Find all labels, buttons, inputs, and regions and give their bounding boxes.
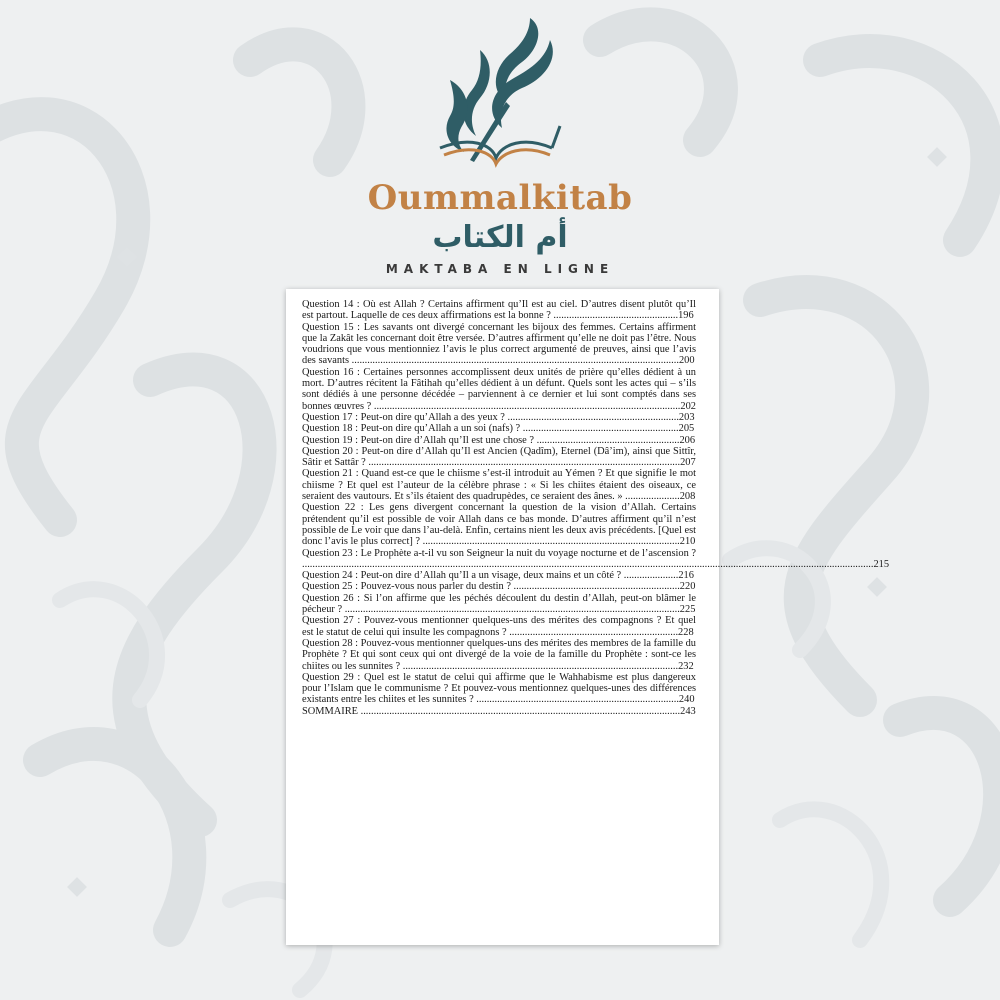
- toc-entry: [302, 299, 696, 322]
- toc-entry-text: Question 14 : Où est Allah ? Certains affirment qu’Il est au ciel. D’autres disent plutôt qu’Il est partout. Laquelle de ces deux affirmations est la bonne ?: [302, 299, 696, 322]
- toc-entry: [302, 322, 696, 367]
- toc-entry-text: Question 21 : Quand est-ce que le chiisme s’est-il introduit au Yémen ? Et que signifie le mot chiisme ? Et quel est l’auteur de la célèbre phrase : « Si les chiites étaient des oiseaux, ce seraient des vautours. Et s’ils étaient des quadrupèdes, ce seraient des ânes. »: [302, 468, 696, 503]
- dot-leader: ................................................................: [510, 581, 680, 593]
- toc-page-number: 196: [678, 310, 694, 322]
- toc-entry: [302, 570, 696, 581]
- toc-entry: [302, 412, 696, 423]
- brand-arabic-name: أم الكتاب: [432, 220, 568, 255]
- dot-leader: .......................................................: [534, 434, 680, 446]
- toc-page-number: 243: [680, 705, 696, 717]
- dot-leader: ...................................................................................................: [420, 536, 680, 548]
- toc-entry-text: Question 16 : Certaines personnes accomplissent deux unités de prière qu’elles dédient à un mort. D’autres récitent la Fâtihah qu’elles dédient à un défunt. Quels sont les actes qui – s’ils sont dédiés à une personne décédée – parviennent à ce dernier et lui sont comptés dans ses bonnes œuvres ?: [302, 366, 696, 412]
- dot-leader: ..............................................................................................................................: [349, 355, 679, 367]
- dot-leader: ...........................................................................................................................: [358, 705, 681, 717]
- brand-header: [0, 0, 1000, 290]
- toc-entry-text: Question 29 : Quel est le statut de celui qui affirme que le Wahhabisme est plus dangereux pour l’Islam que le communisme ? Et pouvez-vous mentionnez quelques-unes des différences existants entre les chiites et les sunnites ?: [302, 671, 696, 706]
- toc-entry-text: Question 27 : Pouvez-vous mentionner quelques-uns des mérites des compagnons ? Et quel est le statut de celui qui insulte les compagnons ?: [302, 615, 696, 638]
- toc-entry: [302, 593, 696, 616]
- toc-entry-text: Question 24 : Peut-on dire d’Allah qu’Il a un visage, deux mains et un côté ?: [302, 570, 622, 582]
- toc-entry: [302, 615, 696, 638]
- dot-leader: ............................................................: [520, 423, 679, 435]
- brand-name: Oummalkitab: [367, 178, 633, 218]
- toc-entry: [302, 435, 696, 446]
- toc-entry-text: Question 23 : Le Prophète a-t-il vu son Seigneur la nuit du voyage nocturne et de l’ascension ?: [302, 547, 696, 559]
- toc-page-number: 225: [679, 604, 696, 616]
- book-page: [286, 289, 890, 945]
- dot-leader: ......................................................................................................................: [371, 400, 681, 412]
- toc-page-number: 216: [678, 570, 694, 582]
- toc-entry-text: Question 20 : Peut-on dire d’Allah qu’Il est Ancien (Qadîm), Eternel (Dâ’im), ainsi que Sittîr, Sâtir et Sattâr ?: [302, 445, 696, 469]
- toc-page-number: 228: [678, 626, 694, 638]
- toc-entry-text: Question 26 : Si l’on affirme que les péchés découlent du destin d’Allah, peut-on blâmer le pécheur ?: [302, 592, 696, 616]
- toc-page-number: 203: [678, 411, 695, 423]
- dot-leader: ............................................................................................................................................................................................................................: [302, 558, 874, 570]
- brand-tagline: MAKTABA EN LIGNE: [385, 262, 615, 276]
- toc-entry: [302, 502, 696, 547]
- toc-entry: [302, 468, 696, 502]
- toc-page-number: 202: [680, 400, 696, 412]
- toc-entry-text: Question 17 : Peut-on dire qu’Allah a des yeux ?: [302, 411, 505, 423]
- toc-entry: [302, 638, 696, 672]
- toc-page-number: 220: [679, 581, 696, 593]
- toc-entry-text: Question 18 : Peut-on dire qu’Allah a un soi (nafs) ?: [302, 423, 521, 435]
- toc-entry-text: Question 15 : Les savants ont divergé concernant les bijoux des femmes. Certains affirment que la Zakât les concernant doit être versée. D’autres affirment qu’elle ne doit pas l’être. Nous voudrions que vous mentionniez l’avis le plus correct argumenté de preuves, ainsi que l’avis des savants: [302, 321, 696, 367]
- toc-page-number: 240: [678, 694, 695, 706]
- quill-book-logo: [410, 10, 580, 175]
- dot-leader: ........................................................................................................................: [365, 457, 681, 469]
- toc-entry-text: Question 19 : Peut-on dire d’Allah qu’Il est une chose ?: [302, 434, 535, 446]
- toc-entry: [302, 446, 696, 469]
- toc-entry: [302, 547, 890, 571]
- toc-page-number: 200: [678, 355, 695, 367]
- toc-page-number: 208: [679, 491, 696, 503]
- dot-leader: ..................................................................: [504, 411, 679, 423]
- dot-leader: ................................................: [550, 310, 679, 322]
- dot-leader: .................................................................: [506, 626, 679, 638]
- dot-leader: ..........................................................................................................: [400, 660, 679, 672]
- toc-page-number: 207: [680, 457, 696, 469]
- dot-leader: .....................: [621, 570, 679, 582]
- toc-entry-text: Question 22 : Les gens divergent concernant la question de la vision d’Allah. Certains prétendent qu’il est possible de voir Allah dans ce bas monde. D’autres affirment qu’il n’est possible de Le voir que dans l’au-delà. Enfin, certains nient les deux avis précédents. [Quel est donc l’avis le plus correct] ?: [302, 502, 696, 548]
- table-of-contents: [302, 299, 890, 717]
- toc-page-number: 232: [678, 660, 694, 672]
- toc-page-number: 206: [679, 434, 696, 446]
- toc-page-number: 205: [678, 423, 695, 435]
- toc-entry: [302, 672, 696, 706]
- dot-leader: .....................: [622, 491, 680, 503]
- toc-entry-text: SOMMAIRE: [302, 705, 359, 717]
- toc-entry-text: Question 28 : Pouvez-vous mentionner quelques-uns des mérites des membres de la famille du Prophète ? Et qui sont ceux qui ont divergé de la voie de la famille du Prophète : sont-ce les chiites ou les sunnites ?: [302, 637, 696, 672]
- toc-entry: [302, 367, 696, 412]
- toc-entry: [302, 423, 696, 434]
- toc-page-number: 215: [873, 558, 890, 570]
- toc-entry-text: Question 25 : Pouvez-vous nous parler du destin ?: [302, 581, 511, 593]
- dot-leader: ..............................................................................: [473, 694, 679, 706]
- toc-entry: [302, 581, 696, 592]
- toc-entry: [302, 706, 696, 717]
- dot-leader: .................................................................................................................................: [342, 604, 680, 616]
- toc-page-number: 210: [679, 536, 696, 548]
